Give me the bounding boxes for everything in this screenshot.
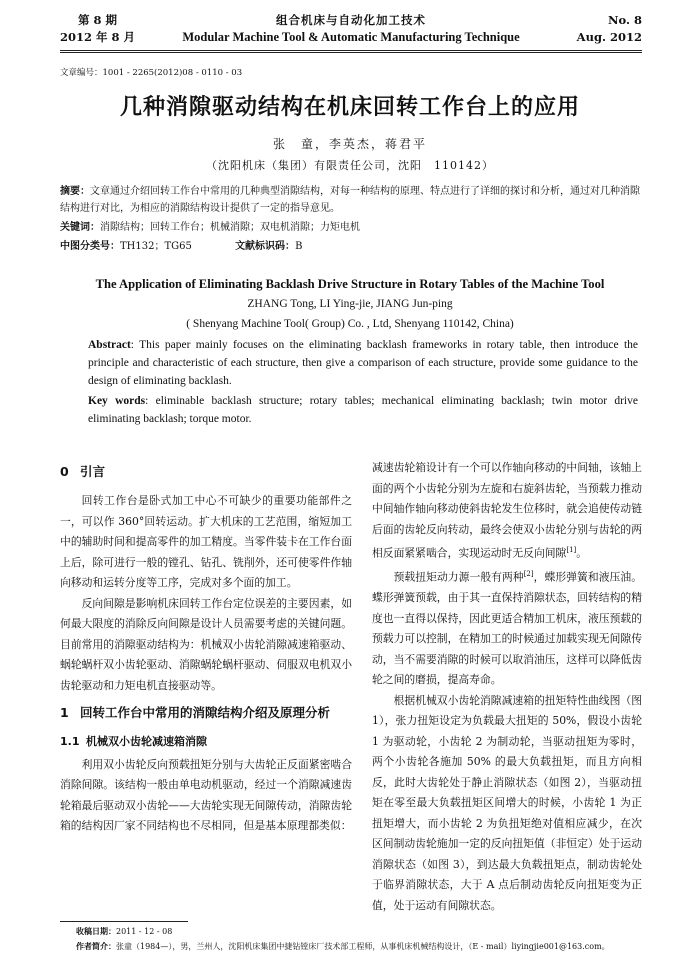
footnote-rule — [60, 921, 188, 922]
paragraph — [372, 564, 642, 691]
section-number: 0 — [60, 464, 69, 479]
doc-code-label: 文献标识码： — [235, 241, 296, 252]
affiliation-en: ( Shenyang Machine Tool( Group) Co. , Ltd, Shenyang 110142, China) — [186, 318, 514, 330]
clc-code: TH132；TG65 — [120, 241, 192, 252]
abstract-cn-label: 摘要： — [60, 186, 90, 197]
header-rule-thin — [60, 52, 642, 53]
keywords-cn-text: 消隙结构；回转工作台；机械消隙；双电机消隙；力矩电机 — [100, 222, 360, 233]
section-number: 1 — [60, 705, 69, 720]
subsection-number: 1.1 — [60, 735, 80, 748]
keywords-en-text: : eliminable backlash structure; rotary tables; mechanical eliminating backlash; twin motor drive eliminating backlash; torque motor. — [88, 395, 638, 425]
section-heading-intro — [60, 461, 352, 483]
received-label: 收稿日期： — [76, 927, 116, 936]
paragraph-text: ，蝶形弹簧和液压油。蝶形弹簧预载，由于其一直保持消隙状态，回转结构的精度也一直得以保持，因此更适合精加工机床，液压预载的预载力可以控制，在精加工的时候通过加载实现无间隙传动，当不需要消隙的时候可以取消油压，这样可以降低齿轮之间的磨损，提高寿命。 — [372, 570, 643, 687]
section-title: 回转工作台中常用的消隙结构介绍及原理分析 — [80, 705, 331, 720]
issue-date-cn: 2012 年 8 月 — [60, 30, 136, 44]
abstract-en-text: : This paper mainly focuses on the eliminating backlash frameworks in rotary table, then introduce the principle and characteristic of each structure, then give a comparison of each structure, provide some guidance to the design of eliminating backlash. — [88, 339, 638, 387]
paper-title-cn: 几种消隙驱动结构在机床回转工作台上的应用 — [119, 94, 580, 120]
journal-name-cn: 组合机床与自动化加工技术 — [276, 13, 426, 27]
classification — [60, 238, 642, 255]
paragraph: 反向间隙是影响机床回转工作台定位误差的主要因素，如何最大限度的消除反向间隙是设计人员需要考虑的关键问题。目前常用的消隙驱动结构为：机械双小齿轮消隙减速箱驱动、蜗轮蜗杆双小齿轮驱动、消隙蜗轮蜗杆驱动、伺服双电机双小齿轮驱动和力矩电机直接驱动等。 — [60, 596, 352, 692]
header-rule — [60, 50, 642, 51]
received-value: 2011 - 12 - 08 — [116, 927, 173, 936]
paragraph: 利用双小齿轮反向预载扭矩分别与大齿轮正反面紧密啮合消除间隙。该结构一般由单电动机驱动，经过一个消隙减速齿轮箱最后驱动双小齿轮——大齿轮实现无间隙传动，消隙齿轮箱的结构因厂家不同结构也不尽相同，但是基本原理都类似： — [60, 757, 352, 832]
paragraph-text: 预载扭矩动力源一般有两种 — [393, 570, 524, 584]
author-bio-text: 张童（1984—），男，兰州人，沈阳机床集团中捷钻镗床厂技术部工程师，从事机床机械结构设计，（E - mail）liyingjie001@163.com。 — [116, 942, 610, 951]
section-title: 引言 — [80, 464, 106, 479]
citation: [2] — [523, 570, 534, 579]
paper-title-en: The Application of Eliminating Backlash Drive Structure in Rotary Tables of the Machine Tool — [95, 277, 605, 291]
paragraph: 根据机械双小齿轮消隙减速箱的扭矩特性曲线图（图 1），张力扭矩设定为负载最大扭矩的 50%，假设小齿轮 1 为驱动轮，小齿轮 2 为制动轮，当驱动扭矩为零时，两个小齿轮各施加 50% 的最大负载扭矩，而且方向相反，此时大齿轮处于静止消隙状态（如图 2），当驱动扭矩在零至最大负载扭矩区间增大的时候，小齿轮 1 为正扭矩增大，而小齿轮 2 为负扭矩绝对值相应减少，在次区间制动齿轮施加一定的反向扭矩值（非恒定）处于运动消隙状态（如图 3），到达最大负载扭矩点，制动齿轮处于临界消隙状态，大于 A 点后制动齿轮反向扭矩变为正值，处于运动有间隙状态。 — [372, 693, 642, 912]
abstract-cn — [60, 183, 642, 217]
keywords-cn — [60, 219, 642, 236]
abstract-cn-text: 文章通过介绍回转工作台中常用的几种典型消隙结构，对每一种结构的原理、特点进行了详细的探讨和分析，通过对几种消隙结构进行对比，为相应的消隙结构设计提供了一定的指导意见。 — [60, 186, 640, 214]
subsection-title: 机械双小齿轮减速箱消隙 — [86, 735, 207, 748]
section-heading-structures — [60, 702, 352, 724]
left-column — [60, 455, 352, 837]
keywords-en — [88, 392, 638, 428]
citation: [1] — [566, 546, 577, 554]
clc-label: 中图分类号： — [60, 241, 120, 252]
affiliation-cn: （沈阳机床（集团）有限责任公司，沈阳 110142） — [206, 159, 494, 172]
author-bio — [76, 941, 660, 952]
subsection-heading — [60, 732, 352, 753]
paragraph-text: 减速齿轮箱设计有一个可以作轴向移动的中间轴，该轴上面的两个小齿轮分别为左旋和右旋斜齿轮，当预载力推动中间轴作轴向移动使斜齿轮发生位移时，就会追使传动链后面的齿轮反向转动，最终会使双小齿轮分别与齿轮的两相反面紧紧啮合，实现运动时无反向间隙 — [372, 461, 642, 560]
keywords-cn-label: 关键词： — [60, 222, 100, 233]
paragraph: 回转工作台是卧式加工中心不可缺少的重要功能部件之一，可以作 360°回转运动。扩大机床的工艺范围，缩短加工中的辅助时间和提高零件的加工精度。当零件装卡在工作台面上后，除可进行一般的镗孔、钻孔、铣削外，还可使零件作轴向移动和运转分度等工序，完成对多个面的加工。 — [60, 494, 352, 589]
issue-date-en: Aug. 2012 — [576, 30, 642, 44]
paragraph-text: 。 — [576, 546, 588, 560]
paragraph — [372, 458, 642, 564]
abstract-en-label: Abstract — [88, 339, 131, 351]
author-bio-label: 作者简介： — [76, 942, 116, 951]
issue-number-cn: 第 8 期 — [78, 13, 118, 27]
issue-number-en: No. 8 — [608, 13, 642, 27]
doc-code: B — [295, 241, 303, 252]
journal-name-en: Modular Machine Tool & Automatic Manufacturing Technique — [182, 30, 520, 44]
authors-cn: 张 童，李英杰，蒋君平 — [272, 137, 427, 151]
right-column — [372, 458, 642, 916]
received-date — [76, 926, 660, 937]
article-number: 文章编号：1001 - 2265(2012)08 - 0110 - 03 — [60, 68, 243, 78]
keywords-en-label: Key words — [88, 395, 146, 407]
running-header — [60, 12, 642, 46]
abstract-en — [88, 336, 638, 390]
authors-en: ZHANG Tong, LI Ying-jie, JIANG Jun-ping — [247, 298, 453, 310]
